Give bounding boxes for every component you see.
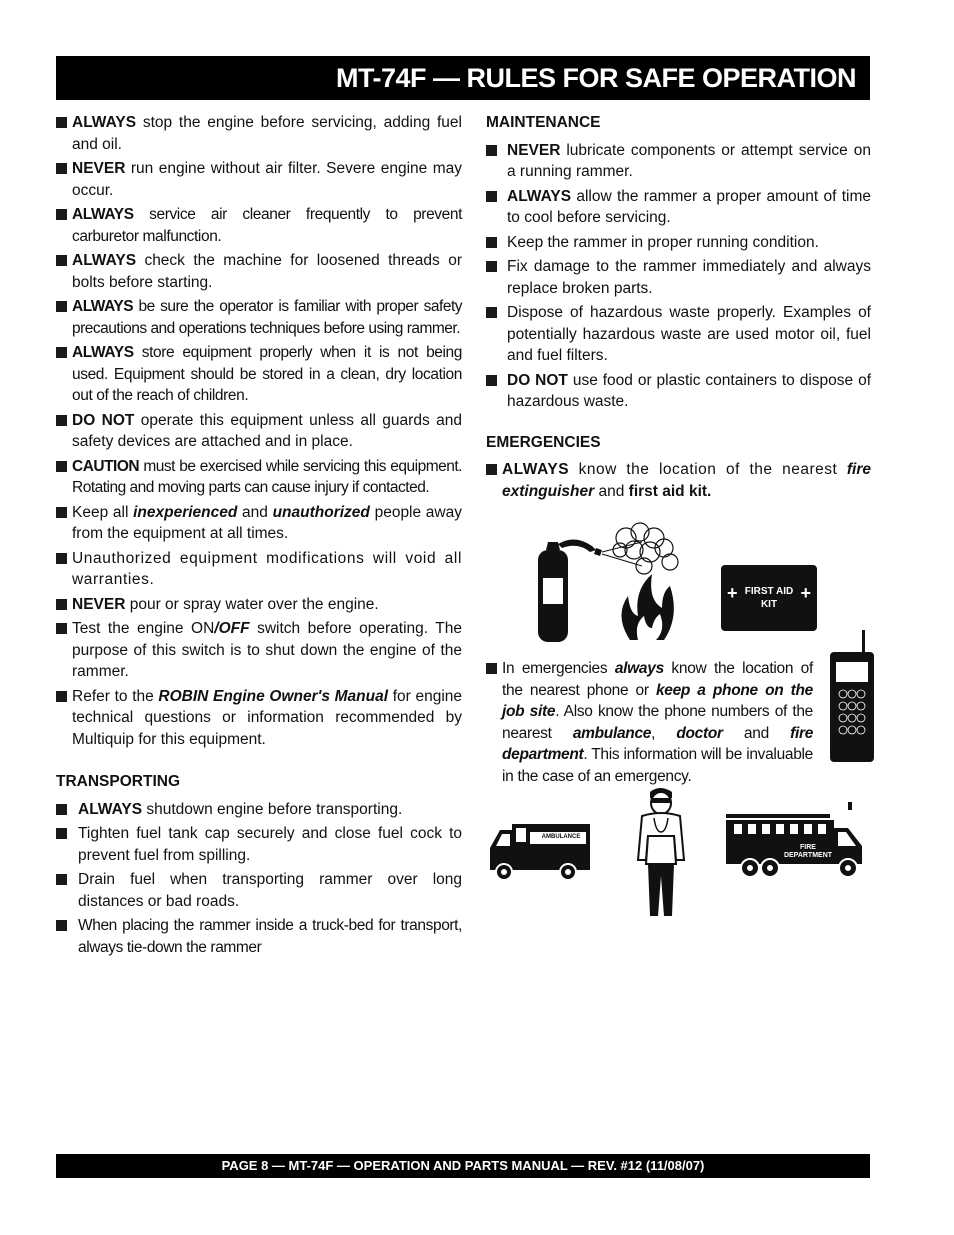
fire-extinguisher-icon (530, 520, 690, 646)
item-emphasis: /OFF (214, 620, 250, 637)
bullet-icon (56, 920, 67, 931)
bullet-icon (486, 307, 497, 318)
item-text: store equipment properly when it is not being used. Equipment should be stored in a clean, dry location out of the reach of children. (72, 344, 462, 404)
item-text: use food or plastic containers to dispose of hazardous waste. (507, 371, 871, 410)
bullet-icon (56, 599, 67, 610)
item-text: Refer to the (72, 687, 159, 705)
first-aid-kit-icon (721, 565, 817, 631)
list-item (56, 799, 462, 821)
fire-label-line1: FIRE (800, 844, 816, 851)
bullet-icon (56, 461, 67, 472)
item-emphasis: doctor (676, 724, 723, 742)
item-text: Test the engine ON (72, 620, 215, 637)
item-keyword: ALWAYS (507, 187, 572, 205)
fire-department-label (780, 844, 836, 860)
item-text: . Also know the phone numbers of the nearest (502, 703, 814, 742)
item-text: Fix damage to the rammer immediately and always replace broken parts. (507, 258, 871, 297)
item-text: Tighten fuel tank cap securely and close fuel cock to prevent fuel from spilling. (78, 825, 462, 864)
list-item (486, 302, 871, 367)
bullet-icon (56, 874, 67, 885)
list-item (56, 502, 462, 545)
list-item (56, 250, 462, 293)
item-text: people away from the equipment at all times. (72, 503, 462, 542)
item-text: , (651, 724, 677, 742)
bullet-icon (56, 691, 67, 702)
bullet-icon (56, 553, 67, 564)
item-emphasis: ambulance (572, 724, 652, 742)
list-item (486, 186, 871, 229)
list-item (56, 594, 462, 616)
item-keyword: ALWAYS (72, 298, 134, 315)
item-emphasis: unauthorized (272, 503, 370, 521)
item-text: run engine without air filter. Severe engine may occur. (72, 160, 462, 199)
item-keyword: NEVER (72, 595, 126, 613)
list-item (56, 342, 462, 407)
right-column (486, 112, 871, 505)
list-item (56, 410, 462, 453)
list-item (56, 548, 462, 591)
item-emphasis: fire department (502, 724, 814, 763)
item-keyword: ALWAYS (78, 800, 143, 818)
bullet-icon (486, 145, 497, 156)
item-text: In emergencies (502, 660, 615, 677)
bullet-icon (56, 209, 67, 220)
bullet-icon (486, 464, 497, 475)
bullet-icon (56, 117, 67, 128)
section-heading-transporting: TRANSPORTING (56, 773, 180, 790)
item-keyword: DO NOT (72, 411, 135, 429)
ambulance-icon (488, 820, 592, 884)
list-item (56, 686, 462, 751)
left-column (56, 112, 462, 961)
list-item (486, 459, 871, 502)
list-item (56, 915, 462, 958)
bullet-icon (56, 415, 67, 426)
item-keyword: ALWAYS (72, 252, 137, 269)
emergency-phone-paragraph (486, 658, 813, 790)
spacer (486, 416, 871, 432)
list-item (56, 618, 462, 683)
bullet-icon (56, 347, 67, 358)
list-item (56, 112, 462, 155)
section-heading-maintenance: MAINTENANCE (486, 114, 601, 131)
item-text: switch before operating. The purpose of this switch is to shut down the engine of the rammer. (72, 620, 462, 680)
item-keyword: CAUTION (72, 457, 140, 475)
item-keyword: ALWAYS (72, 114, 137, 131)
bullet-icon (486, 191, 497, 202)
bullet-icon (56, 163, 67, 174)
item-emphasis: ROBIN Engine Owner's Manual (158, 687, 389, 705)
list-item (486, 658, 813, 787)
item-text: must be exercised while servicing this equipment. Rotating and moving parts can cause injury if contacted. (72, 457, 462, 496)
item-text: allow the rammer a proper amount of time to cool before servicing. (507, 187, 871, 226)
list-item (56, 823, 462, 866)
bullet-icon (56, 507, 67, 518)
list-item (56, 296, 462, 339)
bullet-icon (56, 623, 67, 634)
section-heading-emergencies: EMERGENCIES (486, 433, 601, 451)
list-item (486, 256, 871, 299)
bullet-icon (56, 255, 67, 266)
fire-label-line2: DEPARTMENT (783, 852, 833, 859)
item-text: Keep all (72, 503, 134, 521)
item-emphasis: keep a phone on the job site (502, 681, 813, 720)
bullet-icon (56, 301, 67, 312)
item-text: know the location of the nearest (569, 461, 847, 478)
bullet-icon (486, 375, 497, 386)
item-text: and (237, 503, 273, 521)
item-keyword: ALWAYS (502, 461, 570, 478)
item-text: When placing the rammer inside a truck-bed for transport, always tie-down the rammer (78, 917, 462, 956)
item-keyword: DO NOT (507, 371, 568, 389)
plus-icon: + (727, 583, 738, 603)
item-keyword: ALWAYS (72, 206, 134, 223)
item-text: service air cleaner frequently to prevent carburetor malfunction. (72, 206, 462, 245)
list-item (56, 456, 462, 499)
item-text: be sure the operator is familiar with proper safety precautions and operations techniques before using rammer. (72, 298, 462, 337)
item-text: Unauthorized equipment modifications will void all warranties. (72, 549, 462, 588)
item-emphasis: fire extinguisher (502, 461, 871, 500)
list-item (56, 869, 462, 912)
ambulance-label: AMBULANCE (541, 834, 581, 840)
item-text: Drain fuel when transporting rammer over long distances or bad roads. (78, 871, 462, 910)
bullet-icon (56, 828, 67, 839)
item-text: and (722, 724, 791, 742)
item-text: stop the engine before servicing, adding fuel and oil. (72, 114, 462, 153)
fire-truck-icon (724, 802, 864, 882)
bullet-icon (56, 804, 67, 815)
item-emphasis: always (614, 660, 664, 677)
list-item (486, 140, 871, 183)
item-text: lubricate components or attempt service on a running rammer. (507, 141, 871, 180)
item-text: check the machine for loosened threads or bolts before starting. (72, 252, 462, 291)
item-text: Keep the rammer in proper running condition. (507, 233, 819, 251)
item-keyword: ALWAYS (72, 344, 134, 361)
bullet-icon (486, 261, 497, 272)
first-aid-kit-label: FIRST AID KIT (744, 586, 794, 610)
item-keyword: first aid kit. (628, 482, 712, 500)
item-keyword: NEVER (507, 141, 561, 159)
item-emphasis: inexperienced (133, 503, 238, 521)
page-footer: PAGE 8 — MT-74F — OPERATION AND PARTS MANUAL — REV. #12 (11/08/07) (56, 1154, 870, 1178)
spacer (56, 753, 462, 771)
item-text: . This information will be invaluable in the case of an emergency. (502, 746, 813, 785)
list-item (486, 370, 871, 413)
item-text: Dispose of hazardous waste properly. Examples of potentially hazardous waste are used motor oil, fuel and fuel filters. (507, 304, 871, 364)
item-keyword: NEVER (72, 160, 126, 177)
item-text: operate this equipment unless all guards and safety devices are attached and in place. (72, 411, 462, 450)
bullet-icon (486, 663, 497, 674)
list-item (56, 204, 462, 247)
list-item (56, 158, 462, 201)
plus-icon: + (800, 583, 811, 603)
item-text: for engine technical questions or information recommended by Multiquip for this equipment. (72, 687, 463, 748)
cell-phone-icon (826, 630, 876, 764)
bullet-icon (486, 237, 497, 248)
doctor-icon (636, 786, 686, 918)
item-text: know the location of the nearest phone or (502, 660, 814, 699)
item-text: shutdown engine before transporting. (142, 800, 403, 818)
list-item (486, 232, 871, 254)
item-text: pour or spray water over the engine. (125, 595, 379, 613)
item-text: and (594, 482, 629, 500)
page-title: MT-74F — RULES FOR SAFE OPERATION (56, 56, 870, 100)
